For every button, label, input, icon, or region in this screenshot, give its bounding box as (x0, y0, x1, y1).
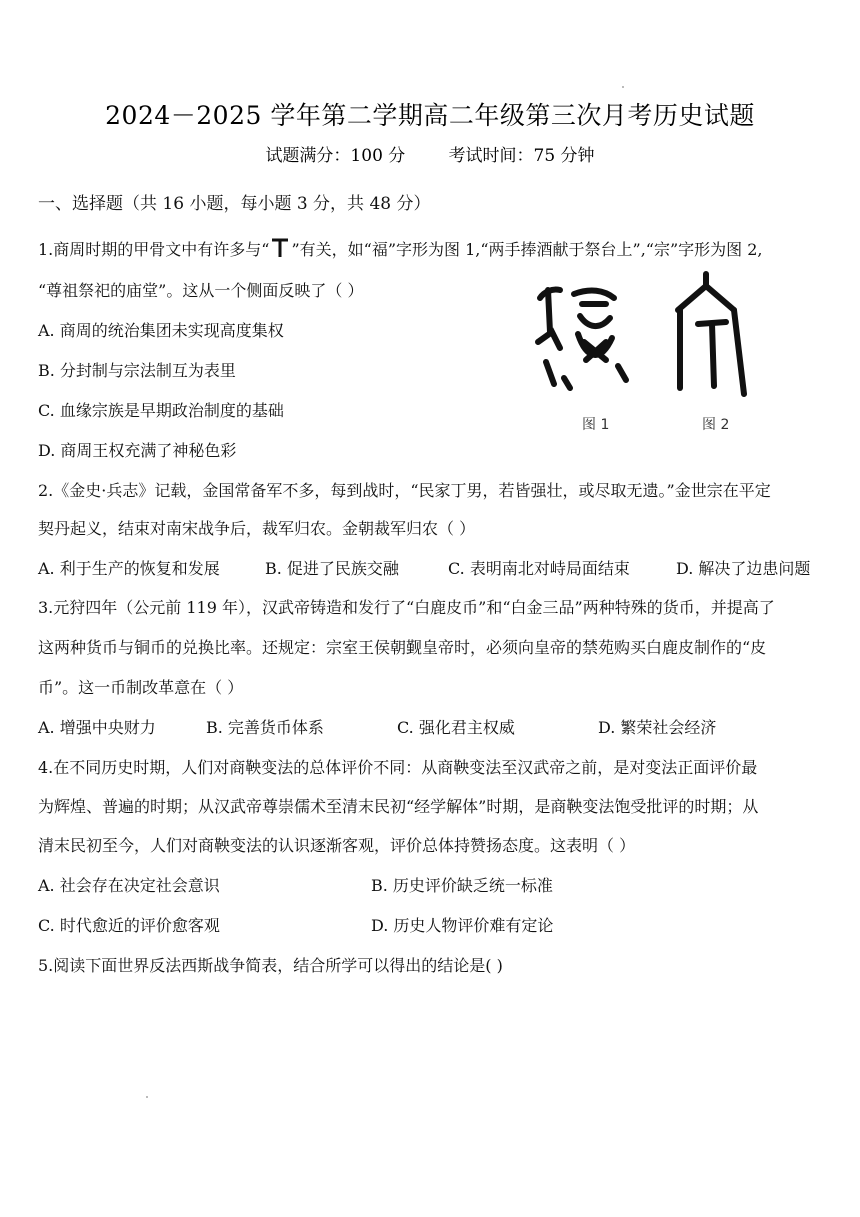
q3-option-a: A. 增强中央财力 (38, 718, 156, 737)
q3-stem-line-1: 3.元狩四年（公元前 119 年），汉武帝铸造和发行了“白鹿皮币”和“白金三品”两种特殊的货币，并提高了 (38, 598, 775, 617)
scan-speck (622, 86, 624, 88)
section-heading: 一、选择题（共 16 小题，每小题 3 分，共 48 分） (38, 194, 431, 214)
q3-option-b: B. 完善货币体系 (206, 718, 324, 737)
q1-option-a: A. 商周的统治集团未实现高度集权 (38, 321, 284, 340)
q1-option-b: B. 分封制与宗法制互为表里 (38, 361, 236, 380)
q2-option-a: A. 利于生产的恢复和发展 (38, 559, 220, 578)
q5-stem: 5.阅读下面世界反法西斯战争简表，结合所学可以得出的结论是( ) (38, 956, 503, 975)
q2-stem-line-1: 2.《金史·兵志》记载，金国常备军不多，每到战时，“民家丁男，若皆强壮，或尽取无遗。”金世宗在平定 (38, 481, 771, 500)
exam-title: 2024－2025 学年第二学期高二年级第三次月考历史试题 (105, 101, 755, 130)
q3-option-c: C. 强化君主权威 (397, 718, 515, 737)
q4-option-c: C. 时代愈近的评价愈客观 (38, 916, 220, 935)
q4-stem-line-3: 清末民初至今，人们对商鞅变法的认识逐渐客观，评价总体持赞扬态度。这表明（ ） (38, 836, 636, 855)
figure-1-label: 图 1 (582, 417, 610, 433)
q2-option-c: C. 表明南北对峙局面结束 (448, 559, 630, 578)
q1-figure (530, 268, 770, 438)
q2-option-d: D. 解决了边患问题 (676, 559, 811, 578)
q2-option-b: B. 促进了民族交融 (265, 559, 399, 578)
q3-stem-line-3: 币”。这一币制改革意在（ ） (38, 678, 244, 697)
oracle-fu-glyph-icon (530, 268, 770, 408)
q1-option-c: C. 血缘宗族是早期政治制度的基础 (38, 401, 284, 420)
figure-2-label: 图 2 (702, 417, 730, 433)
q2-stem-line-2: 契丹起义，结束对南宋战争后，裁军归农。金朝裁军归农（ ） (38, 519, 476, 538)
q1-stem-line-1 (38, 236, 763, 260)
q4-stem-line-1: 4.在不同历史时期，人们对商鞅变法的总体评价不同：从商鞅变法至汉武帝之前，是对变法正面评价最 (38, 758, 758, 777)
q3-option-d: D. 繁荣社会经济 (598, 718, 717, 737)
oracle-shi-glyph-icon (269, 236, 291, 258)
q4-option-a: A. 社会存在决定社会意识 (38, 876, 220, 895)
q1-stem-line-2: “尊祖祭祀的庙堂”。这从一个侧面反映了（ ） (38, 281, 364, 300)
q3-stem-line-2: 这两种货币与铜币的兑换比率。还规定：宗室王侯朝觐皇帝时，必须向皇帝的禁苑购买白鹿皮制作的“皮 (38, 638, 767, 657)
q1-stem-a: 1.商周时期的甲骨文中有许多与“ (38, 240, 270, 259)
exam-subtitle: 试题满分：100 分 考试时间：75 分钟 (265, 146, 595, 166)
q1-option-d: D. 商周王权充满了神秘色彩 (38, 441, 237, 460)
scan-speck (146, 1096, 148, 1098)
q4-stem-line-2: 为辉煌、普遍的时期；从汉武帝尊崇儒术至清末民初“经学解体”时期，是商鞅变法饱受批评的时期；从 (38, 797, 759, 816)
q1-stem-b: ”有关，如“福”字形为图 1,“两手捧酒献于祭台上”,“宗”字形为图 2, (291, 240, 763, 259)
q4-option-d: D. 历史人物评价难有定论 (371, 916, 554, 935)
q4-option-b: B. 历史评价缺乏统一标准 (371, 876, 553, 895)
